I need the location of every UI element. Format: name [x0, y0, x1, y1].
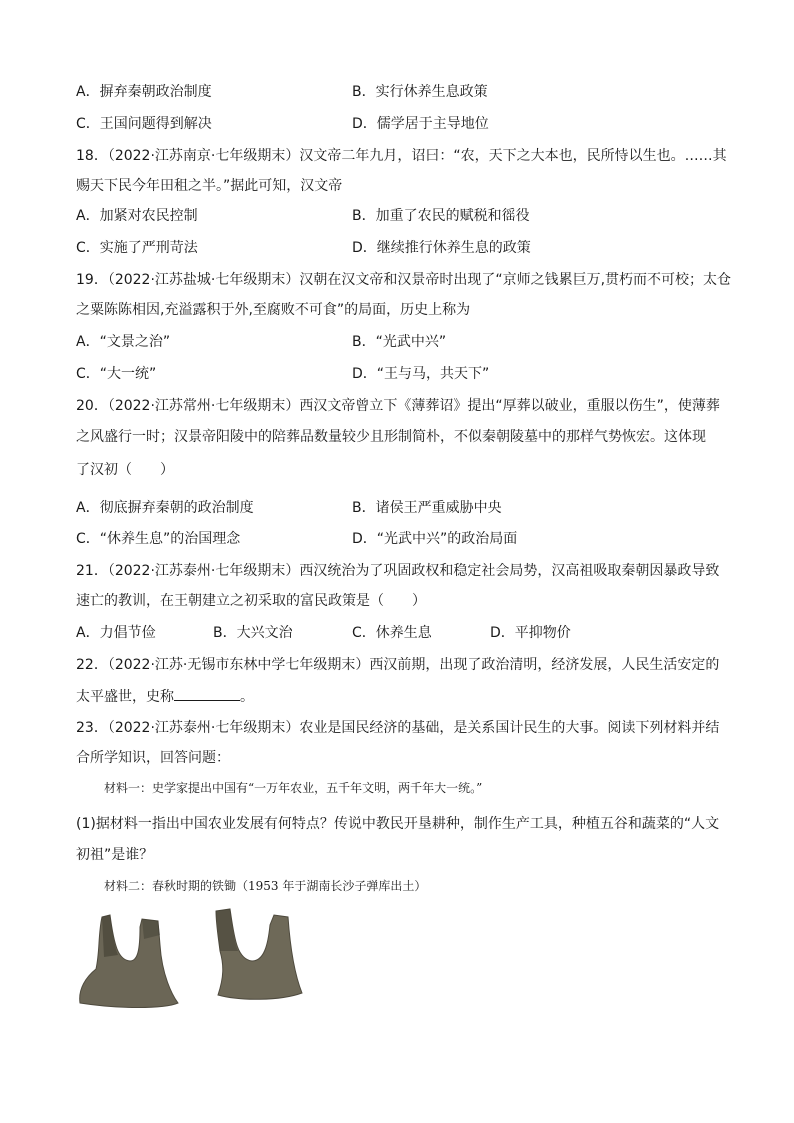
q19-stem-line2: 之粟陈陈相因,充溢露积于外,至腐败不可食”的局面，历史上称为 [76, 302, 471, 318]
q18-stem-line1: 18．（2022·江苏南京·七年级期末）汉文帝二年九月，诏曰：“农，天下之大本也，民所恃以生也。……其 [76, 148, 727, 164]
q22-stem-line1: 22．（2022·江苏·无锡市东林中学七年级期末）西汉前期，出现了政治清明，经济发展，人民生活安定的 [76, 657, 720, 673]
q20-option-d: D．“光武中兴”的政治局面 [352, 531, 518, 547]
q20-stem-line1: 20．（2022·江苏常州·七年级期末）西汉文帝曾立下《薄葬诏》提出“厚葬以破业，重服以伤生”，使薄葬 [76, 398, 720, 414]
q23-material1: 材料一：史学家提出中国有“一万年农业，五千年文明，两千年大一统。” [104, 781, 483, 795]
q21-option-d: D．平抑物价 [490, 625, 571, 641]
q22-answer-blank[interactable] [174, 686, 240, 701]
q22-stem-prefix: 太平盛世，史称 [76, 689, 174, 705]
q21-option-c: C．休养生息 [352, 625, 432, 641]
q18-option-b: B．加重了农民的赋税和徭役 [352, 208, 530, 224]
q20-stem-line3: 了汉初（ ） [76, 462, 174, 478]
q19-option-d: D．“王与马，共天下” [352, 366, 490, 382]
option-a: A．摒弃秦朝政治制度 [76, 84, 212, 100]
q23-stem-line2: 合所学知识，回答问题： [76, 750, 230, 766]
q19-option-a: A．“文景之治” [76, 334, 171, 350]
option-c: C．王国问题得到解决 [76, 116, 212, 132]
q23-material2: 材料二：春秋时期的铁锄（1953 年于湖南长沙子弹库出土） [104, 879, 427, 893]
q18-option-d: D．继续推行休养生息的政策 [352, 240, 531, 256]
q18-option-c: C．实施了严刑苛法 [76, 240, 198, 256]
q22-stem-suffix: 。 [240, 689, 254, 705]
q22-stem-line2 [76, 686, 254, 707]
q19-stem-line1: 19．（2022·江苏盐城·七年级期末）汉朝在汉文帝和汉景帝时出现了“京师之钱累巨万,贯朽而不可校；太仓 [76, 272, 732, 288]
q23-sub1-line2: 初祖”是谁？ [76, 847, 154, 863]
q23-sub1-line1: (1)据材料一指出中国农业发展有何特点？传说中教民开垦耕种，制作生产工具，种植五谷和蔬菜的“人文 [76, 816, 720, 832]
q23-stem-line1: 23．（2022·江苏泰州·七年级期末）农业是国民经济的基础，是关系国计民生的大事。阅读下列材料并结 [76, 720, 720, 736]
q20-option-a: A．彻底摒弃秦朝的政治制度 [76, 500, 254, 516]
iron-hoe-image [74, 905, 334, 1015]
q20-stem-line2: 之风盛行一时；汉景帝阳陵中的陪葬品数量较少且形制简朴，不似秦朝陵墓中的那样气势恢宏。这体现 [76, 429, 706, 445]
q18-option-a: A．加紧对农民控制 [76, 208, 198, 224]
q18-stem-line2: 赐天下民今年田租之半。”据此可知，汉文帝 [76, 178, 343, 194]
iron-hoe-left [80, 915, 178, 1008]
q21-stem-line1: 21．（2022·江苏泰州·七年级期末）西汉统治为了巩固政权和稳定社会局势，汉高祖吸取秦朝因暴政导致 [76, 563, 720, 579]
option-d: D．儒学居于主导地位 [352, 116, 489, 132]
q21-stem-line2: 速亡的教训，在王朝建立之初采取的富民政策是（ ） [76, 593, 426, 609]
option-b: B．实行休养生息政策 [352, 84, 488, 100]
q20-option-c: C．“休养生息”的治国理念 [76, 531, 241, 547]
q19-option-c: C．“大一统” [76, 366, 157, 382]
q21-option-a: A．力倡节俭 [76, 625, 156, 641]
q19-option-b: B．“光武中兴” [352, 334, 447, 350]
q20-option-b: B．诸侯王严重威胁中央 [352, 500, 502, 516]
q21-option-b: B．大兴文治 [213, 625, 293, 641]
